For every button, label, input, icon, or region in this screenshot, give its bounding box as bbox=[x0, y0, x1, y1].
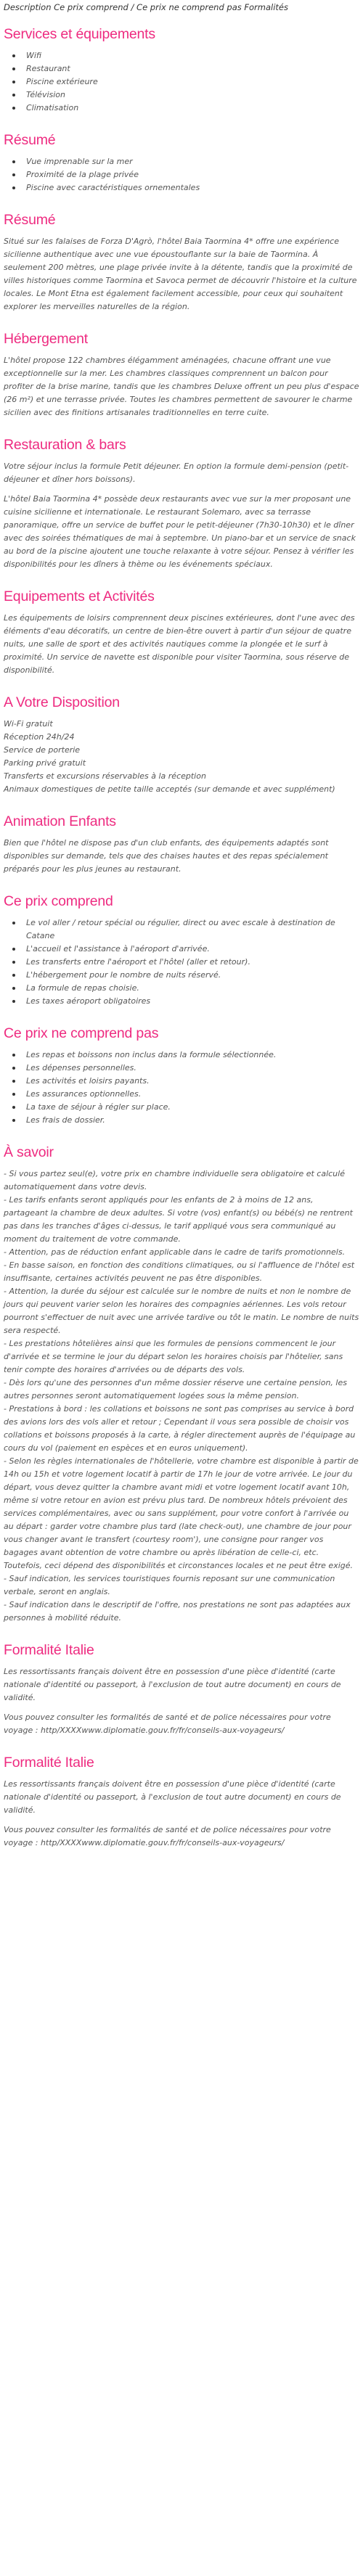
section-title-activites: Equipements et Activités bbox=[4, 588, 155, 604]
list-item: Restaurant bbox=[26, 62, 359, 75]
section-title-restauration: Restauration & bars bbox=[4, 437, 126, 453]
prix-ne-comprend-pas-list bbox=[4, 1049, 359, 1127]
section-title-prix-ne-comprend-pas: Ce prix ne comprend pas bbox=[4, 1025, 159, 1041]
section-title-resume-highlights: Résumé bbox=[4, 132, 56, 148]
section-title-formalite-1: Formalité Italie bbox=[4, 1642, 94, 1658]
list-item: Les frais de dossier. bbox=[26, 1114, 359, 1127]
list-item: Piscine extérieure bbox=[26, 75, 359, 89]
disposition-line: Transferts et excursions réservables à la réception bbox=[4, 771, 206, 781]
services-list bbox=[4, 49, 359, 115]
list-item: Wifi bbox=[26, 49, 359, 62]
highlights-list bbox=[4, 155, 359, 194]
breadcrumb: Description Ce prix comprend / Ce prix ne comprend pas Formalités bbox=[4, 2, 288, 12]
list-item: Télévision bbox=[26, 89, 359, 102]
formalite-2-text-1: Les ressortissants français doivent être en possession d'une pièce d'identité (carte nationale d'identité ou passeport, à l'exclusion de tout autre document) en cours de validité. bbox=[4, 1779, 341, 1815]
list-item: Les taxes aéroport obligatoires bbox=[26, 995, 359, 1008]
list-item: Les activités et loisirs payants. bbox=[26, 1075, 359, 1088]
disposition-line: Service de porterie bbox=[4, 745, 81, 755]
formalite-2-text-2: Vous pouvez consulter les formalités de santé et de police nécessaires pour votre voyage : http/XXXXwww.diplomatie.gouv.fr/fr/conseils-aux-voyageurs/ bbox=[4, 1825, 331, 1847]
list-item: Le vol aller / retour spécial ou régulier, direct ou avec escale à destination de Catane bbox=[26, 916, 359, 943]
prix-comprend-list bbox=[4, 916, 359, 1008]
section-title-hebergement: Hébergement bbox=[4, 331, 88, 347]
section-title-prix-comprend: Ce prix comprend bbox=[4, 893, 113, 909]
resume-text: Situé sur les falaises de Forza D'Agrò, l'hôtel Baia Taormina 4* offre une expérience sicilienne authentique avec une vue époustouflante sur la baie de Taormina. À seulement 200 mètres, une plage privée invite à la détente, tandis que la proximité de villes historiques comme Taormina et Savoca permet de découvrir l'histoire et la culture locales. Le Mont Etna est également facilement accessible, pour ceux qui souhaitent explorer les merveilles naturelles de la région. bbox=[4, 237, 357, 311]
list-item: Les transferts entre l'aéroport et l'hôtel (aller et retour). bbox=[26, 956, 359, 969]
disposition-line: Wi-Fi gratuit bbox=[4, 719, 53, 729]
restauration-text-1: Votre séjour inclus la formule Petit déjeuner. En option la formule demi-pension (petit-déjeuner et dîner hors boissons). bbox=[4, 462, 349, 484]
list-item: Proximité de la plage privée bbox=[26, 168, 359, 181]
list-item: Les dépenses personnelles. bbox=[26, 1062, 359, 1075]
disposition-line: Parking privé gratuit bbox=[4, 758, 86, 768]
list-item: Climatisation bbox=[26, 102, 359, 115]
list-item: Piscine avec caractéristiques ornementales bbox=[26, 181, 359, 194]
formalite-1-text-1: Les ressortissants français doivent être en possession d'une pièce d'identité (carte nationale d'identité ou passeport, à l'exclusion de tout autre document) en cours de validité. bbox=[4, 1667, 341, 1702]
section-title-disposition: A Votre Disposition bbox=[4, 694, 120, 710]
activites-text: Les équipements de loisirs comprennent deux piscines extérieures, dont l'une avec des éléments d'eau décoratifs, un centre de bien-être ouvert à partir d'un séjour de quatre nuits, une salle de sport et des activités nautiques comme la plongée et le surf à proximité. Un service de navette est disponible pour visiter Taormina, sous réserve de disponibilité. bbox=[4, 613, 355, 675]
disposition-list bbox=[4, 718, 359, 796]
section-title-a-savoir: À savoir bbox=[4, 1144, 54, 1160]
section-title-resume: Résumé bbox=[4, 212, 56, 228]
list-item: La taxe de séjour à régler sur place. bbox=[26, 1101, 359, 1114]
a-savoir-text: - Si vous partez seul(e), votre prix en chambre individuelle sera obligatoire et calculé automatiquement dans votre devis. - Les tarifs enfants seront appliqués pour les enfants de 2 à moins de 12 ans, partageant la chambre de deux adultes. Si votre (vos) enfant(s) ou bébé(s) ne rentrent pas dans les tranches d'âges ci-dessus, le tarif appliqué vous sera communiqué au moment du traitement de votre commande. - Attention, pas de réduction enfant applicable dans le cadre de tarifs promotionnels. - En basse saison, en fonction des conditions climatiques, ou si l'affluence de l'hôtel est insuffisante, certaines activités peuvent ne pas être disponibles. - Attention, la durée du séjour est calculée sur le nombre de nuits et non le nombre de jours qui peuvent varier selon les horaires des compagnies aériennes. Les vols retour pourront s'effectuer de nuit avec une arrivée tardive ou tôt le matin. Le nombre de nuits sera respecté. - Les prestations hôtelières ainsi que les formules de pensions commencent le jour d'arrivée et se termine le jour du départ selon les horaires choisis par l'hôtelier, sans tenir compte des horaires d'arrivées ou de départs des vols. - Dès lors qu'une des personnes d'un même dossier réserve une certaine pension, les autres personnes seront automatiquement logées sous la même pension. - Prestations à bord : les collations et boissons ne sont pas comprises au service à bord des avions lors des vols aller et retour ; Cependant il vous sera possible de choisir vos collations et boissons proposés à la carte, à régler directement auprès de l'équipage au cours du vol (paiement en espèces et en euros uniquement). - Selon les règles internationales de l'hôtellerie, votre chambre est disponible à partir de 14h ou 15h et votre logement locatif à partir de 17h le jour de votre arrivée. Le jour du départ, vous devez quitter la chambre avant midi et votre logement locatif avant 10h, même si votre retour en avion est prévu plus tard. De nombreux hôtels prévoient des services complémentaires, avec ou sans supplément, pour votre confort à l'arrivée ou au départ : garder votre chambre plus tard (late check-out), une chambre de jour pour vous changer avant le transfert (courtesy room'), une consigne pour ranger vos bagages avant obtention de votre chambre ou après libération de celle-ci, etc. Toutefois, ceci dépend des disponibilités et circonstances locales et ne peut être exigé. - Sauf indication, les services touristiques fournis reposant sur une communication verbale, seront en anglais. - Sauf indication dans le descriptif de l'offre, nos prestations ne sont pas adaptées aux personnes à mobilité réduite. bbox=[4, 1169, 359, 1623]
list-item: Vue imprenable sur la mer bbox=[26, 155, 359, 168]
hebergement-text: L'hôtel propose 122 chambres élégamment aménagées, chacune offrant une vue exceptionnelle sur la mer. Les chambres classiques comprennent un balcon pour profiter de la brise marine, tandis que les chambres Deluxe offrent un peu plus d'espace (26 m²) et une terrasse privée. Toutes les chambres permettent de savourer le charme sicilien avec des finitions artisanales traditionnelles en terre cuite. bbox=[4, 356, 359, 417]
disposition-line: Réception 24h/24 bbox=[4, 732, 75, 742]
formalite-1-text-2: Vous pouvez consulter les formalités de santé et de police nécessaires pour votre voyage : http/XXXXwww.diplomatie.gouv.fr/fr/conseils-aux-voyageurs/ bbox=[4, 1712, 331, 1735]
list-item: L'hébergement pour le nombre de nuits réservé. bbox=[26, 969, 359, 982]
restauration-text-2: L'hôtel Baia Taormina 4* possède deux restaurants avec vue sur la mer proposant une cuisine sicilienne et internationale. Le restaurant Solemaro, avec sa terrasse panoramique, offre un service de buffet pour le petit-déjeuner (7h30-10h30) et le dîner avec des soirées thématiques de mai à septembre. Un piano-bar et un service de snack au bord de la piscine ajoutent une touche relaxante à votre séjour. Pensez à vérifier les disponibilités pour les dîners à thème ou les événements spéciaux. bbox=[4, 494, 356, 569]
list-item: La formule de repas choisie. bbox=[26, 982, 359, 995]
section-title-animation: Animation Enfants bbox=[4, 813, 116, 829]
list-item: L'accueil et l'assistance à l'aéroport d'arrivée. bbox=[26, 943, 359, 956]
section-title-services: Services et équipements bbox=[4, 26, 155, 42]
list-item: Les repas et boissons non inclus dans la formule sélectionnée. bbox=[26, 1049, 359, 1062]
list-item: Les assurances optionnelles. bbox=[26, 1088, 359, 1101]
section-title-formalite-2: Formalité Italie bbox=[4, 1755, 94, 1771]
animation-text: Bien que l'hôtel ne dispose pas d'un club enfants, des équipements adaptés sont disponibles sur demande, tels que des chaises hautes et des repas spécialement préparés pour les plus jeunes au restaurant. bbox=[4, 838, 329, 874]
disposition-line: Animaux domestiques de petite taille acceptés (sur demande et avec supplément) bbox=[4, 784, 335, 794]
